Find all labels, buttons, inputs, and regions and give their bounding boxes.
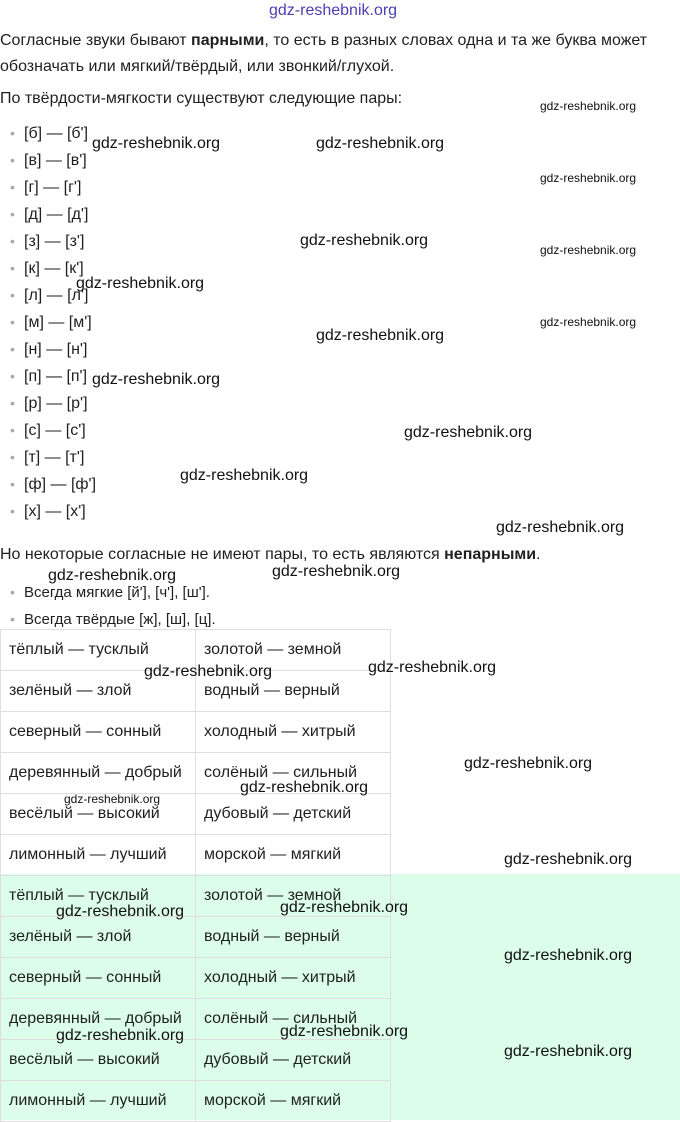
- watermark: gdz-reshebnik.org: [76, 275, 205, 292]
- watermark: gdz-reshebnik.org: [48, 567, 177, 584]
- table-row: [1, 917, 391, 958]
- table-cell: тёплый — тусклый: [1, 630, 196, 671]
- list-item: • [т] — [т']: [10, 449, 85, 466]
- unpaired-intro: Но некоторые согласные не имеют пары, то есть являются непарными.: [0, 546, 541, 563]
- table-cell: весёлый — высокий: [1, 1040, 196, 1081]
- watermark: gdz-reshebnik.org: [464, 755, 593, 772]
- watermark: gdz-reshebnik.org: [56, 903, 185, 920]
- table-cell: морской — мягкий: [196, 835, 391, 876]
- watermark: gdz-reshebnik.org: [540, 243, 637, 257]
- table-cell: деревянный — добрый: [1, 999, 196, 1040]
- watermark: gdz-reshebnik.org: [92, 135, 221, 152]
- list-item: • [ф] — [ф']: [10, 476, 97, 493]
- table-cell: зелёный — злой: [1, 671, 196, 712]
- table-cell: весёлый — высокий: [1, 794, 196, 835]
- table-row: [1, 835, 391, 876]
- table-cell: золотой — земной: [196, 630, 391, 671]
- watermark: gdz-reshebnik.org: [540, 315, 637, 329]
- table-cell: северный — сонный: [1, 958, 196, 999]
- watermark: gdz-reshebnik.org: [540, 171, 637, 185]
- watermark: gdz-reshebnik.org: [272, 563, 401, 580]
- paired-consonants-list: [10, 120, 96, 525]
- table-cell: солёный — сильный: [196, 999, 391, 1040]
- watermark: gdz-reshebnik.org: [280, 899, 409, 916]
- list-item: • [л] — [л']: [10, 287, 89, 304]
- table-row: [1, 1081, 391, 1122]
- list-item: • [к] — [к']: [10, 260, 84, 277]
- watermark: gdz-reshebnik.org: [240, 779, 369, 796]
- table-row: [1, 958, 391, 999]
- watermark: gdz-reshebnik.org: [64, 792, 161, 806]
- list-item: • [х] — [х']: [10, 503, 86, 520]
- table-row: [1, 794, 391, 835]
- list-item: • [м] — [м']: [10, 314, 92, 331]
- table-cell: водный — верный: [196, 671, 391, 712]
- watermark: gdz-reshebnik.org: [504, 947, 633, 964]
- watermark: gdz-reshebnik.org: [540, 99, 637, 113]
- table-cell: солёный — сильный: [196, 753, 391, 794]
- watermark: gdz-reshebnik.org: [316, 135, 445, 152]
- table-row: [1, 712, 391, 753]
- site-watermark-top: gdz-reshebnik.org: [269, 2, 398, 19]
- intro-paragraph: Согласные звуки бывают парными, то есть в разных словах одна и та же буква может обозначать или мягкий/твёрдый, или звонкий/глухой.: [0, 32, 648, 75]
- table-cell: лимонный — лучший: [1, 1081, 196, 1122]
- list-item: • [д] — [д']: [10, 206, 89, 223]
- table-cell: тёплый — тусклый: [1, 876, 196, 917]
- table-cell: северный — сонный: [1, 712, 196, 753]
- watermark: gdz-reshebnik.org: [496, 519, 625, 536]
- table-cell: лимонный — лучший: [1, 835, 196, 876]
- watermark: gdz-reshebnik.org: [316, 327, 445, 344]
- watermark: gdz-reshebnik.org: [300, 232, 429, 249]
- list-item: • [б] — [б']: [10, 125, 89, 142]
- table-cell: деревянный — добрый: [1, 753, 196, 794]
- watermark: gdz-reshebnik.org: [92, 371, 221, 388]
- table-row: [1, 1040, 391, 1081]
- list-item: • [в] — [в']: [10, 152, 87, 169]
- list-item: • [н] — [н']: [10, 341, 88, 358]
- table-cell: холодный — хитрый: [196, 958, 391, 999]
- watermark: gdz-reshebnik.org: [56, 1027, 185, 1044]
- table-cell: холодный — хитрый: [196, 712, 391, 753]
- list-item: • [з] — [з']: [10, 233, 85, 250]
- list-item: • [п] — [п']: [10, 368, 88, 385]
- table-cell: водный — верный: [196, 917, 391, 958]
- list-item: • [г] — [г']: [10, 179, 82, 196]
- table-cell: зелёный — злой: [1, 917, 196, 958]
- table-cell: морской — мягкий: [196, 1081, 391, 1122]
- watermark: gdz-reshebnik.org: [144, 663, 273, 680]
- unpaired-consonants-list: [10, 579, 216, 633]
- watermark: gdz-reshebnik.org: [404, 424, 533, 441]
- watermark: gdz-reshebnik.org: [504, 851, 633, 868]
- list-item: • Всегда мягкие [й'], [ч'], [ш'].: [10, 584, 210, 601]
- list-item: • [с] — [с']: [10, 422, 86, 439]
- pairs-title: По твёрдости-мягкости существуют следующие пары:: [0, 90, 403, 107]
- table-cell: дубовый — детский: [196, 794, 391, 835]
- watermark: gdz-reshebnik.org: [368, 659, 497, 676]
- list-item: • Всегда твёрдые [ж], [ш], [ц].: [10, 611, 216, 628]
- watermark: gdz-reshebnik.org: [280, 1023, 409, 1040]
- watermark: gdz-reshebnik.org: [504, 1043, 633, 1060]
- table-cell: золотой — земной: [196, 876, 391, 917]
- table-cell: дубовый — детский: [196, 1040, 391, 1081]
- list-item: • [р] — [р']: [10, 395, 88, 412]
- watermark: gdz-reshebnik.org: [180, 467, 309, 484]
